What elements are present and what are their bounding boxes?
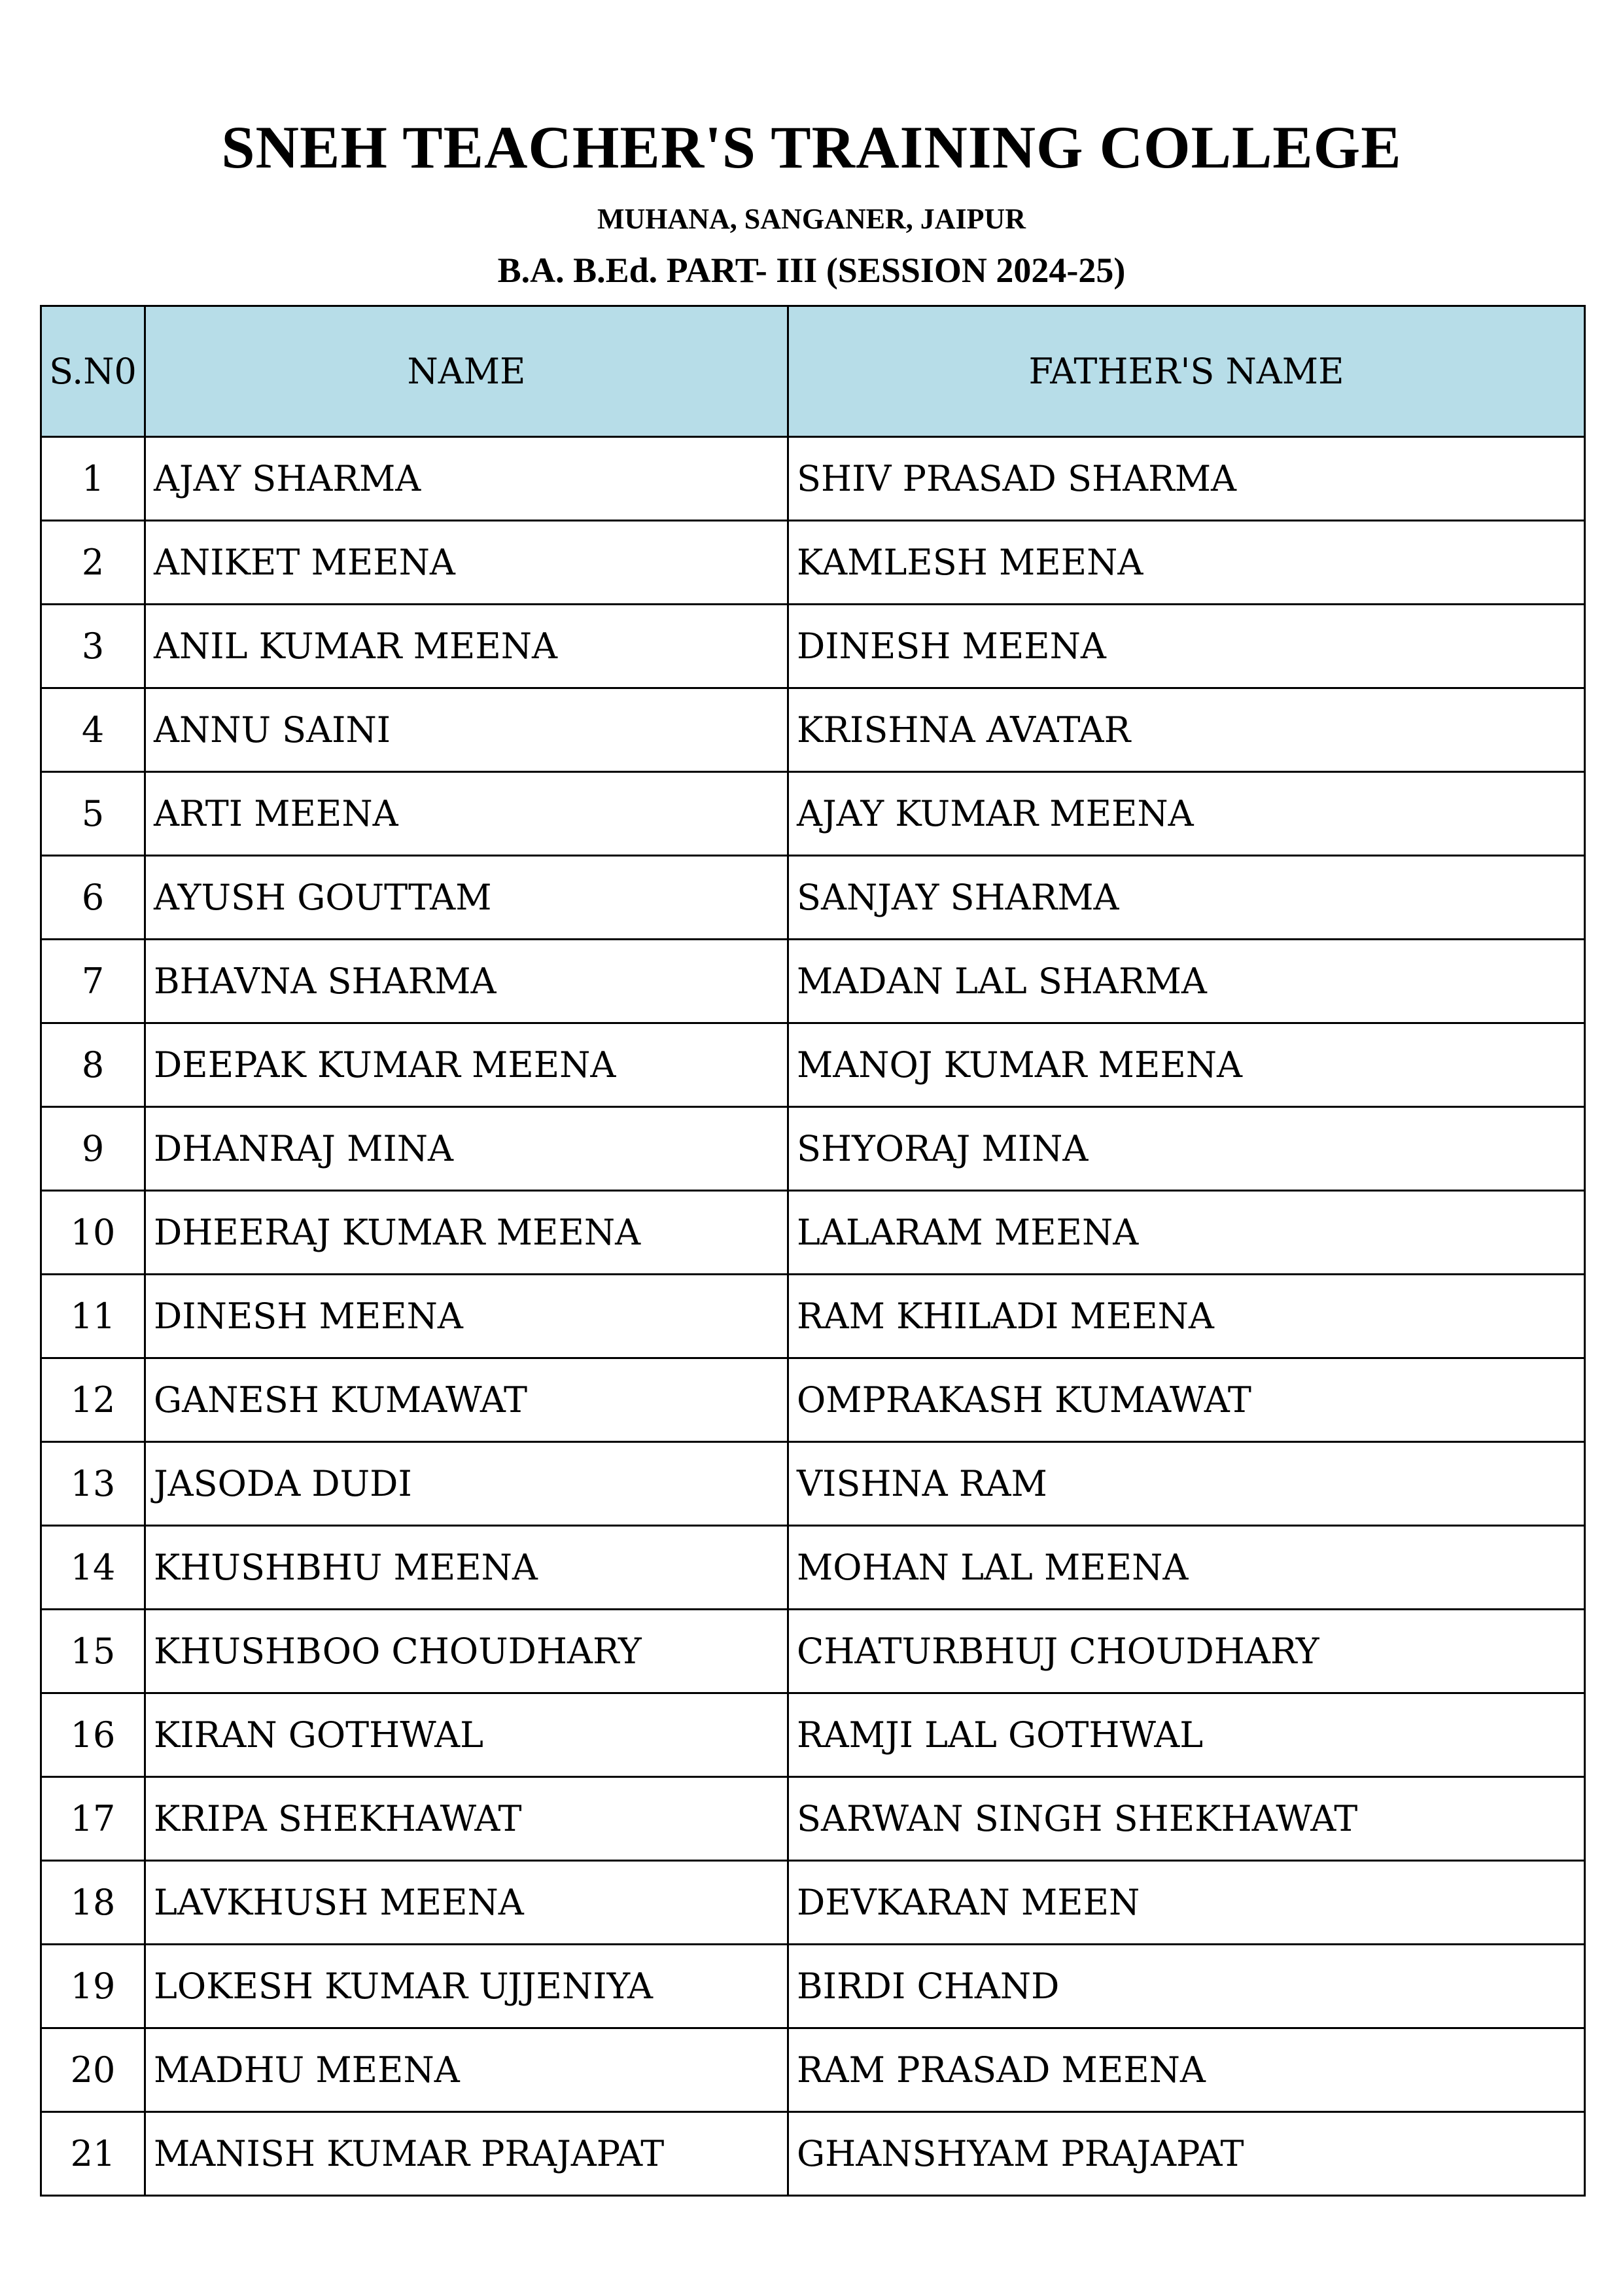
student-name-cell: ANIL KUMAR MEENA (145, 605, 788, 688)
serial-number-cell: 14 (41, 1526, 145, 1610)
serial-number-cell: 7 (41, 940, 145, 1023)
table-row (41, 1107, 1585, 1191)
father-name-cell: SHYORAJ MINA (788, 1107, 1585, 1191)
student-name-cell: LAVKHUSH MEENA (145, 1861, 788, 1945)
table-row (41, 940, 1585, 1023)
father-name-cell: SARWAN SINGH SHEKHAWAT (788, 1777, 1585, 1861)
student-name-cell: LOKESH KUMAR UJJENIYA (145, 1945, 788, 2028)
table-row (41, 1861, 1585, 1945)
serial-number-cell: 5 (41, 772, 145, 856)
table-row (41, 1693, 1585, 1777)
table-row (41, 437, 1585, 521)
table-row (41, 1275, 1585, 1358)
table-header (41, 306, 1585, 437)
table-row (41, 1526, 1585, 1610)
table-row (41, 1442, 1585, 1526)
serial-number-cell: 17 (41, 1777, 145, 1861)
father-name-cell: CHATURBHUJ CHOUDHARY (788, 1610, 1585, 1693)
serial-number-cell: 21 (41, 2112, 145, 2196)
student-name-cell: DHEERAJ KUMAR MEENA (145, 1191, 788, 1275)
serial-number-cell: 12 (41, 1358, 145, 1442)
serial-number-cell: 18 (41, 1861, 145, 1945)
header-row (41, 306, 1585, 437)
column-header-sno: S.N0 (41, 306, 145, 437)
student-name-cell: MANISH KUMAR PRAJAPAT (145, 2112, 788, 2196)
student-name-cell: BHAVNA SHARMA (145, 940, 788, 1023)
table-row (41, 1777, 1585, 1861)
father-name-cell: GHANSHYAM PRAJAPAT (788, 2112, 1585, 2196)
serial-number-cell: 10 (41, 1191, 145, 1275)
course-session: B.A. B.Ed. PART- III (SESSION 2024-25) (497, 251, 1126, 290)
student-name-cell: GANESH KUMAWAT (145, 1358, 788, 1442)
father-name-cell: KAMLESH MEENA (788, 521, 1585, 605)
table-row (41, 605, 1585, 688)
serial-number-cell: 13 (41, 1442, 145, 1526)
father-name-cell: KRISHNA AVATAR (788, 688, 1585, 772)
father-name-cell: RAM KHILADI MEENA (788, 1275, 1585, 1358)
father-name-cell: RAM PRASAD MEENA (788, 2028, 1585, 2112)
serial-number-cell: 20 (41, 2028, 145, 2112)
table-row (41, 521, 1585, 605)
father-name-cell: SANJAY SHARMA (788, 856, 1585, 940)
table-row (41, 1191, 1585, 1275)
serial-number-cell: 2 (41, 521, 145, 605)
table-row (41, 1023, 1585, 1107)
father-name-cell: OMPRAKASH KUMAWAT (788, 1358, 1585, 1442)
table-row (41, 1945, 1585, 2028)
student-name-cell: ARTI MEENA (145, 772, 788, 856)
father-name-cell: RAMJI LAL GOTHWAL (788, 1693, 1585, 1777)
serial-number-cell: 6 (41, 856, 145, 940)
serial-number-cell: 15 (41, 1610, 145, 1693)
father-name-cell: DEVKARAN MEEN (788, 1861, 1585, 1945)
father-name-cell: SHIV PRASAD SHARMA (788, 437, 1585, 521)
table-row (41, 1358, 1585, 1442)
serial-number-cell: 8 (41, 1023, 145, 1107)
student-table (40, 305, 1586, 2197)
student-name-cell: KIRAN GOTHWAL (145, 1693, 788, 1777)
student-name-cell: AJAY SHARMA (145, 437, 788, 521)
student-name-cell: DINESH MEENA (145, 1275, 788, 1358)
father-name-cell: MOHAN LAL MEENA (788, 1526, 1585, 1610)
serial-number-cell: 9 (41, 1107, 145, 1191)
student-name-cell: DEEPAK KUMAR MEENA (145, 1023, 788, 1107)
table-row (41, 2028, 1585, 2112)
father-name-cell: BIRDI CHAND (788, 1945, 1585, 2028)
column-header-name: NAME (145, 306, 788, 437)
student-name-cell: KHUSHBOO CHOUDHARY (145, 1610, 788, 1693)
father-name-cell: MANOJ KUMAR MEENA (788, 1023, 1585, 1107)
father-name-cell: AJAY KUMAR MEENA (788, 772, 1585, 856)
college-address: MUHANA, SANGANER, JAIPUR (597, 203, 1026, 235)
serial-number-cell: 11 (41, 1275, 145, 1358)
table-row (41, 772, 1585, 856)
student-name-cell: KRIPA SHEKHAWAT (145, 1777, 788, 1861)
father-name-cell: MADAN LAL SHARMA (788, 940, 1585, 1023)
father-name-cell: LALARAM MEENA (788, 1191, 1585, 1275)
college-title: SNEH TEACHER'S TRAINING COLLEGE (221, 114, 1402, 181)
student-name-cell: DHANRAJ MINA (145, 1107, 788, 1191)
table-row (41, 2112, 1585, 2196)
table-row (41, 856, 1585, 940)
student-name-cell: ANIKET MEENA (145, 521, 788, 605)
serial-number-cell: 16 (41, 1693, 145, 1777)
serial-number-cell: 19 (41, 1945, 145, 2028)
student-name-cell: ANNU SAINI (145, 688, 788, 772)
serial-number-cell: 3 (41, 605, 145, 688)
student-name-cell: JASODA DUDI (145, 1442, 788, 1526)
father-name-cell: DINESH MEENA (788, 605, 1585, 688)
serial-number-cell: 4 (41, 688, 145, 772)
student-name-cell: KHUSHBHU MEENA (145, 1526, 788, 1610)
column-header-father-name: FATHER'S NAME (788, 306, 1585, 437)
student-name-cell: AYUSH GOUTTAM (145, 856, 788, 940)
table-body (41, 437, 1585, 2196)
father-name-cell: VISHNA RAM (788, 1442, 1585, 1526)
table-row (41, 1610, 1585, 1693)
student-name-cell: MADHU MEENA (145, 2028, 788, 2112)
serial-number-cell: 1 (41, 437, 145, 521)
table-row (41, 688, 1585, 772)
